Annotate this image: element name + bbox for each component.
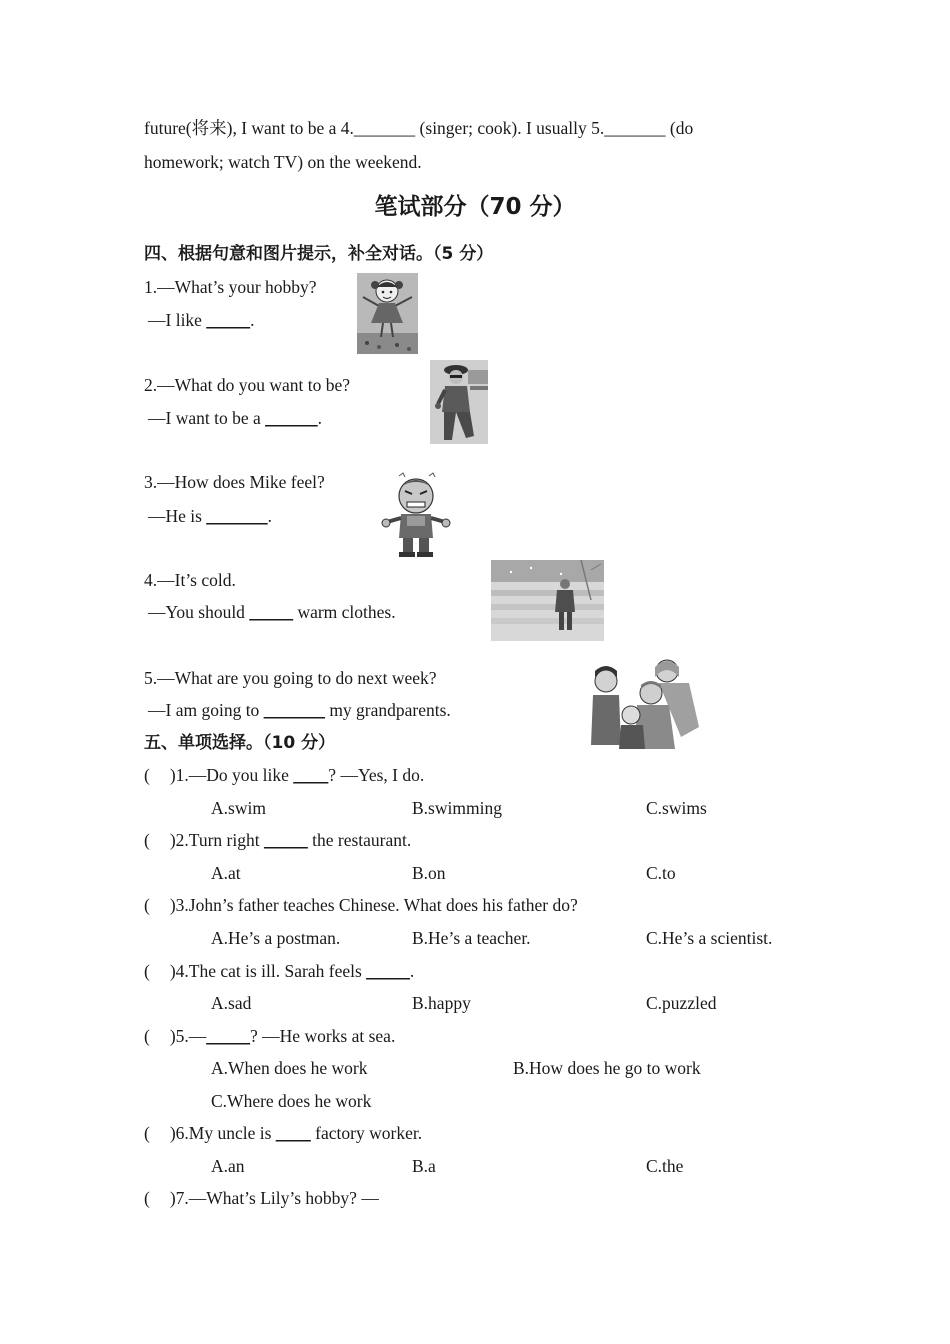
mc-5-option-a[interactable]: A.When does he work (211, 1058, 368, 1078)
section-5-heading: 五、单项选择。（10 分） (144, 733, 336, 753)
s4-q4-question: 4.—It’s cold. (144, 570, 236, 590)
mc-3-option-a[interactable]: A.He’s a postman. (211, 928, 341, 948)
s4-q5-question: 5.—What are you going to do next week? (144, 668, 437, 688)
answer-blank[interactable]: _____ (206, 310, 251, 330)
mc-question-4: ( )4.The cat is ill. Sarah feels _____. (144, 961, 415, 981)
mc-question-2: ( )2.Turn right _____ the restaurant. (144, 830, 412, 850)
mc-1-option-b[interactable]: B.swimming (412, 798, 502, 818)
mc-question-7: ( )7.—What’s Lily’s hobby? — (144, 1188, 379, 1208)
mc-3-option-b[interactable]: B.He’s a teacher. (412, 928, 531, 948)
dancing-girl-picture (357, 273, 418, 354)
winter-scene-picture (491, 560, 604, 641)
angry-boy-picture (381, 472, 451, 558)
mc-5-option-c[interactable]: C.Where does he work (211, 1091, 372, 1111)
mc-4-option-a[interactable]: A.sad (211, 993, 252, 1013)
mc-question-3: ( )3.John’s father teaches Chinese. What does his father do? (144, 895, 578, 915)
mc-2-option-a[interactable]: A.at (211, 863, 241, 883)
mc-6-option-b[interactable]: B.a (412, 1156, 436, 1176)
mc-1-option-c[interactable]: C.swims (646, 798, 707, 818)
family-visit-picture (585, 657, 706, 749)
s4-q2-answer: —I want to be a ______. (148, 408, 322, 428)
mc-question-6: ( )6.My uncle is ____ factory worker. (144, 1123, 423, 1143)
s4-q3-question: 3.—How does Mike feel? (144, 472, 325, 492)
mc-6-option-a[interactable]: A.an (211, 1156, 245, 1176)
s4-q3-answer: —He is _______. (148, 506, 272, 526)
mc-4-option-c[interactable]: C.puzzled (646, 993, 717, 1013)
police-officer-picture (430, 360, 488, 444)
s4-q1-question: 1.—What’s your hobby? (144, 277, 317, 297)
s4-q1-answer: —I like _____. (148, 310, 255, 330)
mc-5-option-b[interactable]: B.How does he go to work (513, 1058, 701, 1078)
s4-q2-question: 2.—What do you want to be? (144, 375, 351, 395)
mc-question-5: ( )5.—_____? —He works at sea. (144, 1026, 396, 1046)
page-title: 笔试部分（70 分） (374, 194, 576, 220)
mc-3-option-c[interactable]: C.He’s a scientist. (646, 928, 773, 948)
mc-4-option-b[interactable]: B.happy (412, 993, 471, 1013)
answer-blank[interactable]: _____ (249, 602, 294, 622)
s4-q5-answer: —I am going to _______ my grandparents. (148, 700, 451, 720)
s4-q4-answer: —You should _____ warm clothes. (148, 602, 396, 622)
section-4-heading: 四、根据句意和图片提示，补全对话。（5 分） (144, 244, 494, 264)
answer-blank[interactable]: _______ (206, 506, 268, 526)
intro-line-2: homework; watch TV) on the weekend. (144, 152, 422, 172)
intro-line-1: future(将来), I want to be a 4._______ (singer; cook). I usually 5._______ (do (144, 118, 694, 138)
mc-question-1: ( )1.—Do you like ____? —Yes, I do. (144, 765, 425, 785)
answer-blank[interactable]: _______ (263, 700, 325, 720)
mc-6-option-c[interactable]: C.the (646, 1156, 684, 1176)
answer-blank[interactable]: ______ (265, 408, 318, 428)
mc-1-option-a[interactable]: A.swim (211, 798, 266, 818)
mc-2-option-c[interactable]: C.to (646, 863, 676, 883)
mc-2-option-b[interactable]: B.on (412, 863, 446, 883)
